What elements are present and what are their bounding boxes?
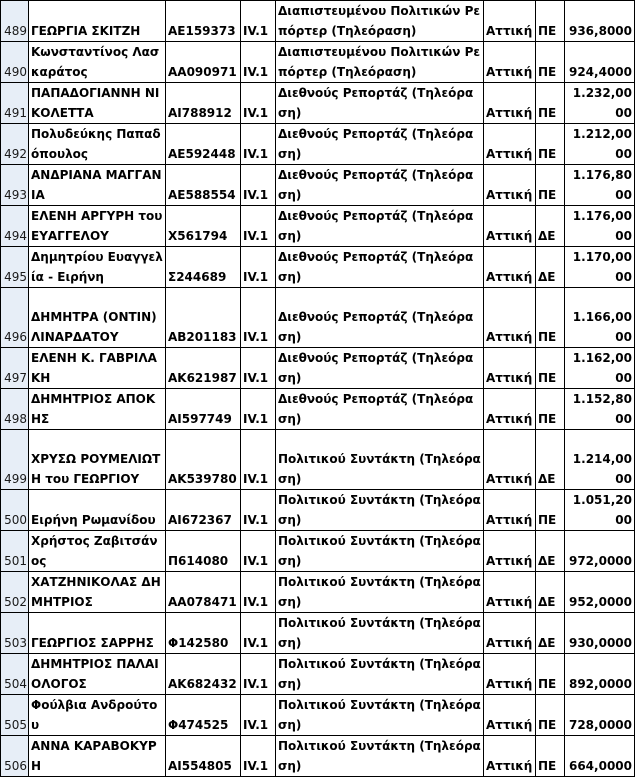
- row-number: 492: [1, 124, 29, 165]
- id-number: ΑΙ788912: [166, 83, 241, 124]
- category-code: IV.1: [241, 572, 276, 613]
- region: Αττική: [484, 736, 536, 777]
- score: 924,4000: [565, 42, 635, 83]
- position: Διεθνούς Ρεπορτάζ (Τηλεόραση): [276, 165, 484, 206]
- table-row: [1, 490, 635, 531]
- position: Πολιτικού Συντάκτη (Τηλεόραση): [276, 531, 484, 572]
- row-number: 496: [1, 288, 29, 348]
- category-code: IV.1: [241, 695, 276, 736]
- region: Αττική: [484, 531, 536, 572]
- region: Αττική: [484, 613, 536, 654]
- row-number: 495: [1, 247, 29, 288]
- id-number: Χ561794: [166, 206, 241, 247]
- row-number: 501: [1, 531, 29, 572]
- position: Διεθνούς Ρεπορτάζ (Τηλεόραση): [276, 247, 484, 288]
- candidate-name: Φούλβια Ανδρούτου: [29, 695, 166, 736]
- score: 930,0000: [565, 613, 635, 654]
- candidate-name: ΑΝΔΡΙΑΝΑ ΜΑΓΓΑΝΙΑ: [29, 165, 166, 206]
- table-row: [1, 389, 635, 430]
- region: Αττική: [484, 1, 536, 42]
- category-code: IV.1: [241, 389, 276, 430]
- position: Διεθνούς Ρεπορτάζ (Τηλεόραση): [276, 206, 484, 247]
- education-level: ΔΕ: [536, 531, 565, 572]
- score: 728,0000: [565, 695, 635, 736]
- row-number: 498: [1, 389, 29, 430]
- table-row: [1, 42, 635, 83]
- region: Αττική: [484, 572, 536, 613]
- row-number: 489: [1, 1, 29, 42]
- score: 1.176,8000: [565, 165, 635, 206]
- row-number: 494: [1, 206, 29, 247]
- region: Αττική: [484, 695, 536, 736]
- score: 1.212,0000: [565, 124, 635, 165]
- candidate-name: ΔΗΜΗΤΡΙΟΣ ΠΑΛΑΙΟΛΟΓΟΣ: [29, 654, 166, 695]
- score: 892,0000: [565, 654, 635, 695]
- position: Πολιτικού Συντάκτη (Τηλεόραση): [276, 613, 484, 654]
- score: 1.162,0000: [565, 348, 635, 389]
- id-number: ΑΑ078471: [166, 572, 241, 613]
- candidate-name: ΔΗΜΗΤΡΑ (ΟΝΤΙΝ)ΛΙΝΑΡΔΑΤΟΥ: [29, 288, 166, 348]
- education-level: ΠΕ: [536, 1, 565, 42]
- row-number: 502: [1, 572, 29, 613]
- id-number: ΑΚ539780: [166, 430, 241, 490]
- id-number: Σ244689: [166, 247, 241, 288]
- category-code: IV.1: [241, 42, 276, 83]
- education-level: ΠΕ: [536, 42, 565, 83]
- education-level: ΠΕ: [536, 695, 565, 736]
- table-row: [1, 613, 635, 654]
- table-body: [1, 1, 635, 777]
- position: Πολιτικού Συντάκτη (Τηλεόραση): [276, 736, 484, 777]
- education-level: ΠΕ: [536, 490, 565, 531]
- table-row: [1, 124, 635, 165]
- category-code: IV.1: [241, 1, 276, 42]
- score: 1.214,0000: [565, 430, 635, 490]
- id-number: ΑΑ090971: [166, 42, 241, 83]
- id-number: ΑΙ597749: [166, 389, 241, 430]
- position: Διεθνούς Ρεπορτάζ (Τηλεόραση): [276, 83, 484, 124]
- region: Αττική: [484, 165, 536, 206]
- position: Πολιτικού Συντάκτη (Τηλεόραση): [276, 572, 484, 613]
- category-code: IV.1: [241, 654, 276, 695]
- category-code: IV.1: [241, 736, 276, 777]
- row-number: 497: [1, 348, 29, 389]
- category-code: IV.1: [241, 83, 276, 124]
- category-code: IV.1: [241, 124, 276, 165]
- candidate-name: Χρήστος Ζαβιτσάνος: [29, 531, 166, 572]
- region: Αττική: [484, 83, 536, 124]
- category-code: IV.1: [241, 531, 276, 572]
- position: Διαπιστευμένου Πολιτικών Ρεπόρτερ (Τηλεόραση): [276, 42, 484, 83]
- candidate-name: ΕΛΕΝΗ Κ. ΓΑΒΡΙΛΑΚΗ: [29, 348, 166, 389]
- score: 1.166,0000: [565, 288, 635, 348]
- row-number: 500: [1, 490, 29, 531]
- category-code: IV.1: [241, 430, 276, 490]
- id-number: ΑΕ588554: [166, 165, 241, 206]
- position: Διαπιστευμένου Πολιτικών Ρεπόρτερ (Τηλεόραση): [276, 1, 484, 42]
- table-row: [1, 206, 635, 247]
- table-row: [1, 83, 635, 124]
- category-code: IV.1: [241, 613, 276, 654]
- position: Πολιτικού Συντάκτη (Τηλεόραση): [276, 654, 484, 695]
- candidate-name: Ειρήνη Ρωμανίδου: [29, 490, 166, 531]
- candidate-name: ΓΕΩΡΓΙΟΣ ΣΑΡΡΗΣ: [29, 613, 166, 654]
- region: Αττική: [484, 288, 536, 348]
- table-row: [1, 348, 635, 389]
- score: 1.152,8000: [565, 389, 635, 430]
- candidate-name: ΧΡΥΣΩ ΡΟΥΜΕΛΙΩΤΗ του ΓΕΩΡΓΙΟΥ: [29, 430, 166, 490]
- id-number: Φ142580: [166, 613, 241, 654]
- position: Διεθνούς Ρεπορτάζ (Τηλεόραση): [276, 288, 484, 348]
- table-row: [1, 247, 635, 288]
- table-row: [1, 430, 635, 490]
- id-number: ΑΚ682432: [166, 654, 241, 695]
- candidate-name: Δημητρίου Ευαγγελία - Ειρήνη: [29, 247, 166, 288]
- category-code: IV.1: [241, 247, 276, 288]
- score: 1.176,0000: [565, 206, 635, 247]
- id-number: ΑΚ621987: [166, 348, 241, 389]
- region: Αττική: [484, 42, 536, 83]
- candidate-name: ΧΑΤΖΗΝΙΚΟΛΑΣ ΔΗΜΗΤΡΙΟΣ: [29, 572, 166, 613]
- candidate-name: ΔΗΜΗΤΡΙΟΣ ΑΠΟΚΗΣ: [29, 389, 166, 430]
- id-number: ΑΙ554805: [166, 736, 241, 777]
- position: Πολιτικού Συντάκτη (Τηλεόραση): [276, 430, 484, 490]
- table-row: [1, 165, 635, 206]
- education-level: ΔΕ: [536, 430, 565, 490]
- table-row: [1, 288, 635, 348]
- education-level: ΠΕ: [536, 654, 565, 695]
- candidate-name: Κωνσταντίνος Λασκαράτος: [29, 42, 166, 83]
- education-level: ΔΕ: [536, 613, 565, 654]
- education-level: ΔΕ: [536, 572, 565, 613]
- score: 952,0000: [565, 572, 635, 613]
- id-number: ΑΕ592448: [166, 124, 241, 165]
- region: Αττική: [484, 348, 536, 389]
- row-number: 490: [1, 42, 29, 83]
- category-code: IV.1: [241, 348, 276, 389]
- row-number: 499: [1, 430, 29, 490]
- region: Αττική: [484, 654, 536, 695]
- education-level: ΠΕ: [536, 288, 565, 348]
- region: Αττική: [484, 247, 536, 288]
- row-number: 503: [1, 613, 29, 654]
- position: Πολιτικού Συντάκτη (Τηλεόραση): [276, 490, 484, 531]
- id-number: Φ474525: [166, 695, 241, 736]
- score: 936,8000: [565, 1, 635, 42]
- region: Αττική: [484, 430, 536, 490]
- table-row: [1, 572, 635, 613]
- region: Αττική: [484, 490, 536, 531]
- category-code: IV.1: [241, 165, 276, 206]
- position: Διεθνούς Ρεπορτάζ (Τηλεόραση): [276, 124, 484, 165]
- table-row: [1, 1, 635, 42]
- score: 1.170,0000: [565, 247, 635, 288]
- education-level: ΠΕ: [536, 348, 565, 389]
- education-level: ΔΕ: [536, 206, 565, 247]
- category-code: IV.1: [241, 288, 276, 348]
- score: 1.232,0000: [565, 83, 635, 124]
- education-level: ΠΕ: [536, 165, 565, 206]
- education-level: ΠΕ: [536, 124, 565, 165]
- position: Πολιτικού Συντάκτη (Τηλεόραση): [276, 695, 484, 736]
- candidate-name: ΓΕΩΡΓΙΑ ΣΚΙΤΖΗ: [29, 1, 166, 42]
- region: Αττική: [484, 389, 536, 430]
- id-number: ΑΕ159373: [166, 1, 241, 42]
- row-number: 505: [1, 695, 29, 736]
- id-number: ΑΙ672367: [166, 490, 241, 531]
- row-number: 504: [1, 654, 29, 695]
- position: Διεθνούς Ρεπορτάζ (Τηλεόραση): [276, 389, 484, 430]
- candidate-name: ΕΛΕΝΗ ΑΡΓΥΡΗ του ΕΥΑΓΓΕΛΟΥ: [29, 206, 166, 247]
- education-level: ΔΕ: [536, 247, 565, 288]
- row-number: 493: [1, 165, 29, 206]
- category-code: IV.1: [241, 490, 276, 531]
- table-row: [1, 736, 635, 777]
- candidate-name: Πολυδεύκης Παπαδόπουλος: [29, 124, 166, 165]
- id-number: Π614080: [166, 531, 241, 572]
- row-number: 506: [1, 736, 29, 777]
- education-level: ΠΕ: [536, 83, 565, 124]
- table-row: [1, 654, 635, 695]
- row-number: 491: [1, 83, 29, 124]
- position: Διεθνούς Ρεπορτάζ (Τηλεόραση): [276, 348, 484, 389]
- region: Αττική: [484, 124, 536, 165]
- education-level: ΠΕ: [536, 389, 565, 430]
- score: 1.051,2000: [565, 490, 635, 531]
- id-number: ΑΒ201183: [166, 288, 241, 348]
- candidate-name: ΠΑΠΑΔΟΓΙΑΝΝΗ ΝΙΚΟΛΕΤΤΑ: [29, 83, 166, 124]
- table-row: [1, 695, 635, 736]
- education-level: ΠΕ: [536, 736, 565, 777]
- score: 972,0000: [565, 531, 635, 572]
- region: Αττική: [484, 206, 536, 247]
- table-row: [1, 531, 635, 572]
- candidate-name: ΑΝΝΑ ΚΑΡΑΒΟΚΥΡΗ: [29, 736, 166, 777]
- category-code: IV.1: [241, 206, 276, 247]
- score: 664,0000: [565, 736, 635, 777]
